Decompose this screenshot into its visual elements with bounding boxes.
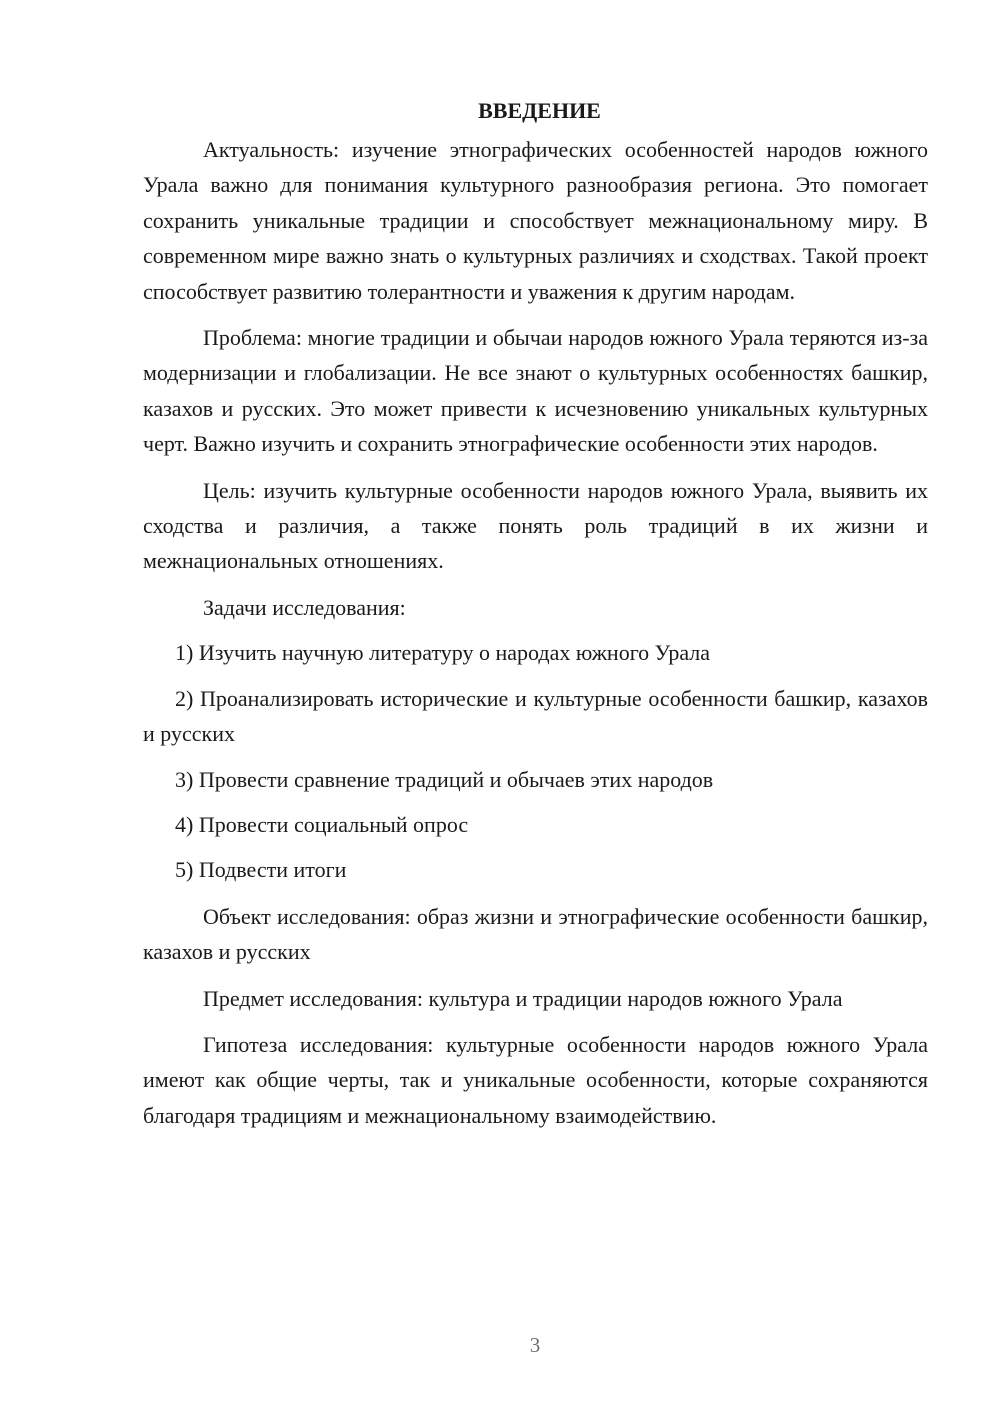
object-paragraph: Объект исследования: образ жизни и этнографические особенности башкир, казахов и русских xyxy=(143,903,928,965)
task-item-2: 2) Проанализировать исторические и культурные особенности башкир, казахов и русских xyxy=(143,685,928,747)
task-item-3: 3) Провести сравнение традиций и обычаев этих народов xyxy=(175,766,714,792)
task-item-5: 5) Подвести итоги xyxy=(175,857,347,883)
problem-paragraph: Проблема: многие традиции и обычаи народов южного Урала теряются из-за модернизации и глобализации. Не все знают о культурных особенностях башкир, казахов и русских. Это может привести к исчезновению уникальных культурных черт. Важно изучить и сохранить этнографические особенности этих народов. xyxy=(143,325,928,457)
subject-paragraph: Предмет исследования: культура и традиции народов южного Урала xyxy=(203,985,843,1011)
task-item-4: 4) Провести социальный опрос xyxy=(175,811,469,837)
page-number: 3 xyxy=(529,1333,541,1357)
relevance-paragraph: Актуальность: изучение этнографических особенностей народов южного Урала важно для понимания культурного разнообразия региона. Это помогает сохранить уникальные традиции и способствует межнациональному миру. В современном мире важно знать о культурных различиях и сходствах. Такой проект способствует развитию толерантности и уважения к другим народам. xyxy=(143,137,928,304)
task-item-1: 1) Изучить научную литературу о народах южного Урала xyxy=(175,640,711,666)
document-page xyxy=(143,93,928,1133)
page-title: ВВЕДЕНИЕ xyxy=(478,98,601,123)
tasks-heading: Задачи исследования: xyxy=(203,594,406,620)
goal-paragraph: Цель: изучить культурные особенности народов южного Урала, выявить их сходства и различия, а также понять роль традиций в их жизни и межнациональных отношениях. xyxy=(143,477,928,574)
hypothesis-paragraph: Гипотеза исследования: культурные особенности народов южного Урала имеют как общие черты, так и уникальные особенности, которые сохраняются благодаря традициям и межнациональному взаимодействию. xyxy=(143,1031,928,1128)
